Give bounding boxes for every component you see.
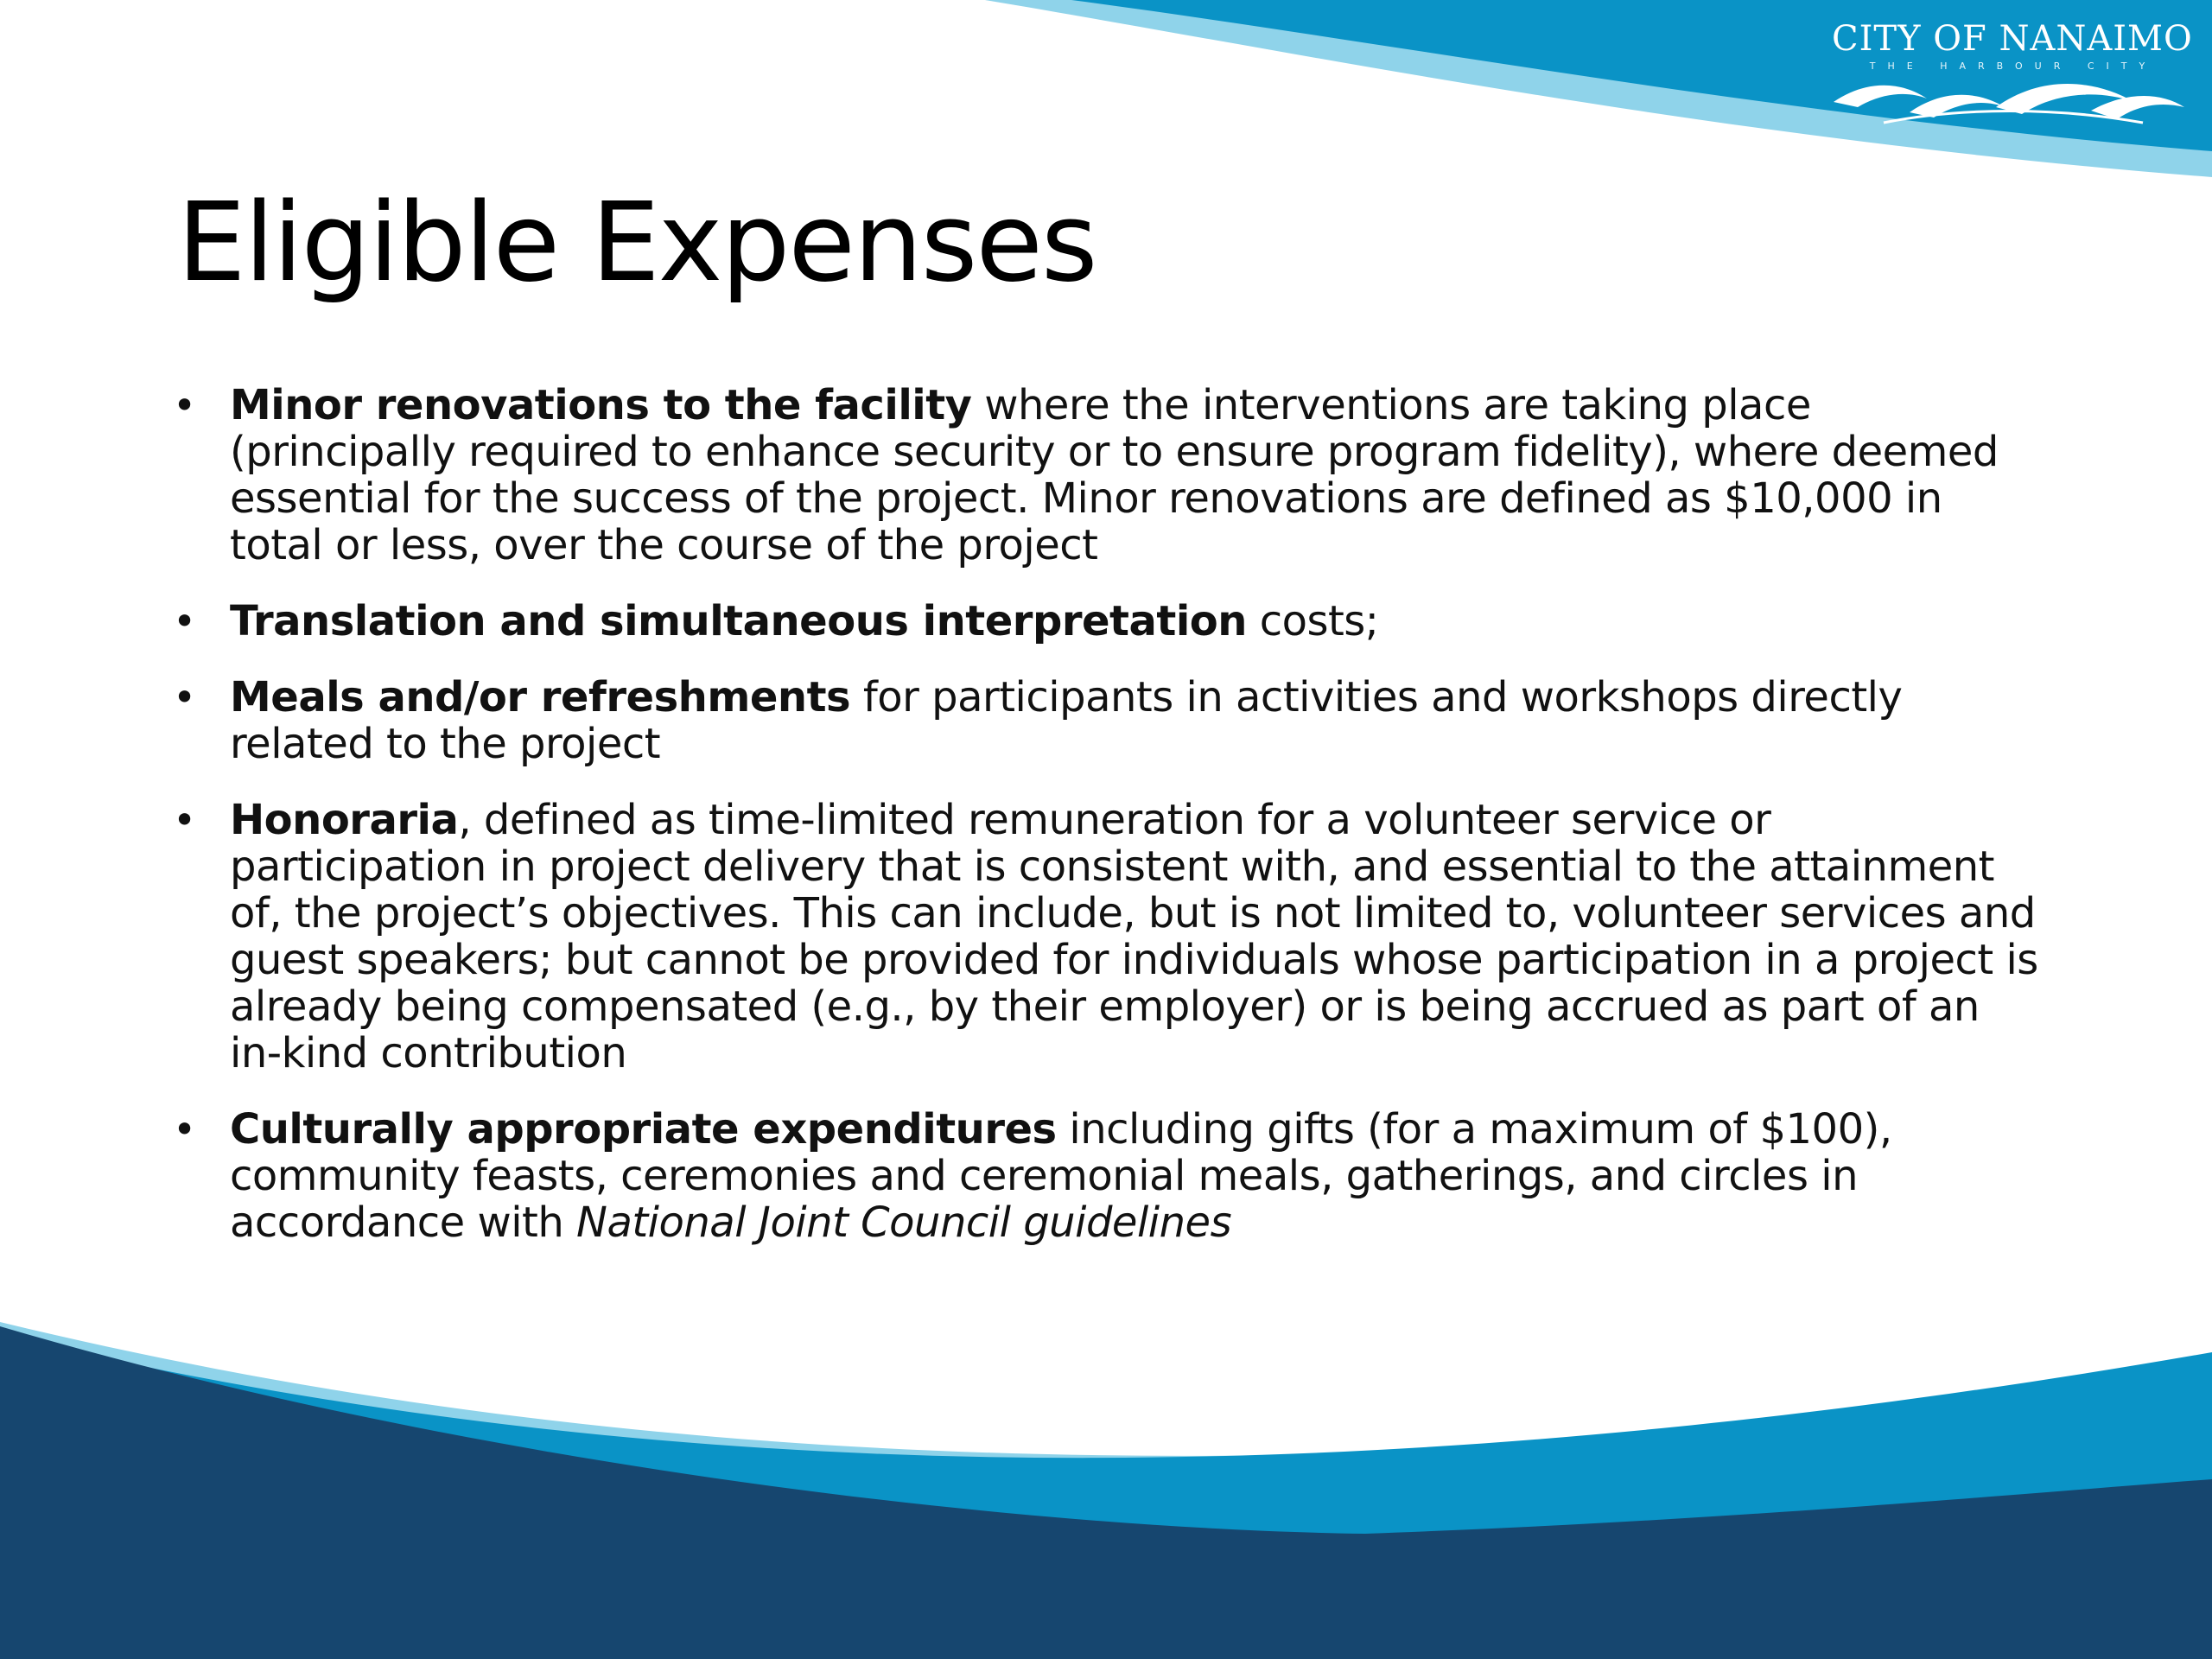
list-item-meals [173, 674, 2039, 767]
item-heading: Minor renovations to the facility [230, 381, 972, 429]
item-heading: Translation and simultaneous interpretation [230, 597, 1247, 645]
expense-list [173, 382, 2039, 1275]
slide-title: Eligible Expenses [177, 179, 1096, 306]
item-text: where the interventions are taking place (principally required to enhance security or to ensure program fidelity), where deemed essential for the success of the project. Minor renovations are defined as $10,000 in total or less, over the course of the project [230, 381, 1999, 569]
list-item-renovations [173, 382, 2039, 569]
list-item-honoraria [173, 797, 2039, 1077]
logo-tagline: THE HARBOUR CITY [1869, 60, 2158, 72]
logo-name: CITY OF NANAIMO [1832, 19, 2193, 59]
item-heading: Meals and/or refreshments [230, 673, 851, 721]
wave-icon [1832, 73, 2186, 133]
item-text: including gifts (for a maximum of $100), community feasts, ceremonies and ceremonial meals, gatherings, and circles in accordance with [230, 1105, 1892, 1247]
city-logo [1832, 19, 2193, 123]
list-item-translation [173, 598, 2039, 645]
item-heading: Culturally appropriate expenditures [230, 1105, 1057, 1154]
item-text: costs; [1246, 597, 1379, 645]
item-text: , defined as time-limited remuneration for a volunteer service or participation in project delivery that is consistent with, and essential to the attainment of, the project’s objectives. This can include, but is not limited to, volunteer services and guest speakers; but cannot be provided for individuals whose participation in a project is already being compensated (e.g., by their employer) or is being accrued as part of an in-kind contribution [230, 796, 2038, 1077]
list-item-cultural [173, 1106, 2039, 1246]
item-heading: Honoraria [230, 796, 459, 844]
item-text: for participants in activities and workshops directly related to the project [230, 673, 1903, 768]
item-italic-reference: National Joint Council guidelines [576, 1198, 1232, 1247]
